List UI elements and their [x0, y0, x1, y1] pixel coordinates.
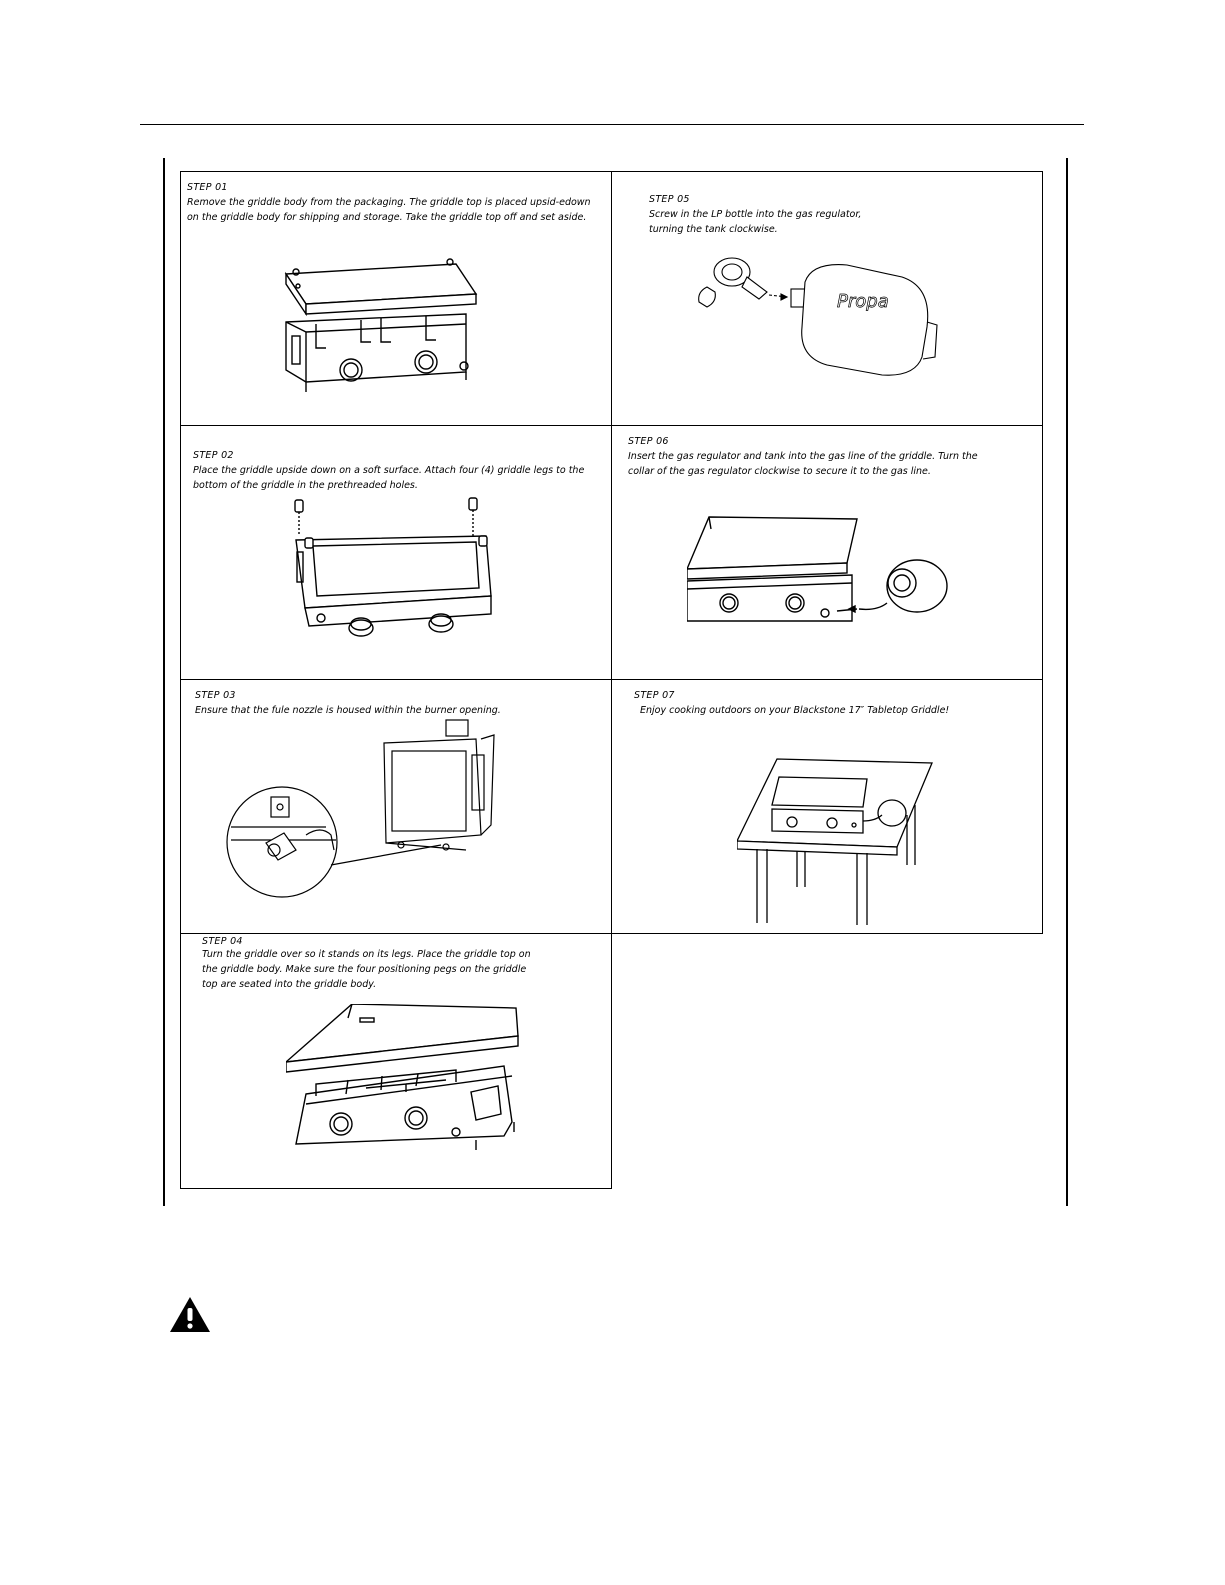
step-04-illustration — [286, 1004, 526, 1184]
step-03-panel — [180, 679, 612, 934]
step-02-panel — [180, 425, 612, 680]
step-07-instructions: Enjoy cooking outdoors on your Blackstone 17″ Tabletop Griddle! — [640, 705, 950, 716]
header-rule — [140, 124, 1084, 125]
step-05-panel — [611, 171, 1043, 426]
step-01-illustration — [276, 252, 496, 402]
right-margin-rule — [1066, 158, 1068, 1206]
step-02-title: STEP 02 — [193, 450, 234, 461]
step-03-title: STEP 03 — [195, 690, 236, 701]
step-05-illustration — [687, 247, 947, 387]
step-01-title: STEP 01 — [187, 182, 228, 193]
step-02-illustration — [291, 496, 511, 641]
step-05-title: STEP 05 — [649, 194, 690, 205]
step-03-illustration — [226, 715, 516, 920]
step-03-instructions: Ensure that the fule nozzle is housed within the burner opening. — [195, 705, 501, 716]
left-margin-rule — [163, 158, 165, 1206]
step-02-instructions: Place the griddle upside down on a soft surface. Attach four (4) griddle legs to the bottom of the griddle in the prethreaded holes. — [193, 465, 585, 491]
step-04-panel — [180, 933, 612, 1189]
step-05-instructions: Screw in the LP bottle into the gas regulator, turning the tank clockwise. — [649, 209, 862, 235]
step-06-illustration — [687, 511, 977, 631]
step-07-panel — [611, 679, 1043, 934]
step-04-title: STEP 04 — [202, 936, 243, 947]
step-07-illustration — [737, 755, 937, 927]
step-01-instructions: Remove the griddle body from the packaging. The griddle top is placed upsid-edown on the griddle body for shipping and storage. Take the griddle top off and set aside. — [187, 197, 591, 223]
step-06-title: STEP 06 — [628, 436, 669, 447]
propane-tank-label: Propa — [837, 291, 889, 312]
step-07-title: STEP 07 — [634, 690, 675, 701]
warning-triangle-icon — [168, 1295, 212, 1335]
step-06-panel — [611, 425, 1043, 680]
step-06-instructions: Insert the gas regulator and tank into the gas line of the griddle. Turn the collar of the gas regulator clockwise to secure it to the gas line. — [628, 451, 978, 477]
step-01-panel — [180, 171, 612, 426]
step-04-instructions: Turn the griddle over so it stands on its legs. Place the griddle top on the griddle body. Make sure the four positioning pegs on the griddle top are seated into the griddle body. — [202, 949, 531, 990]
